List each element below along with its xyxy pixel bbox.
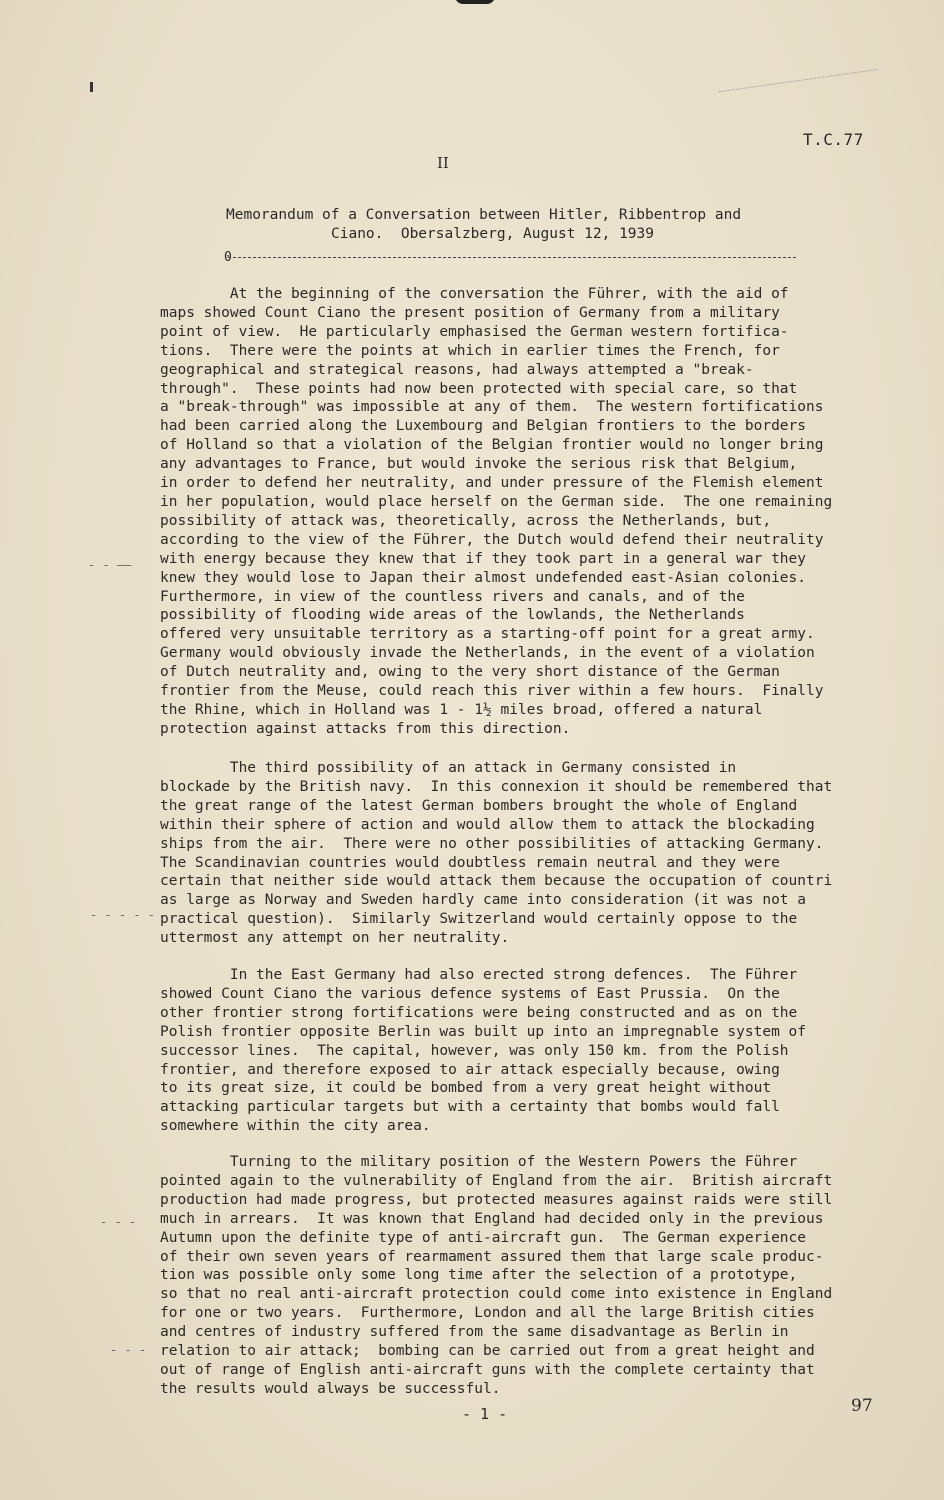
margin-dash: - - - — [100, 1215, 137, 1229]
paragraph-1: At the beginning of the conversation the Führer, with the aid of maps showed Count Ciano the present position of Germany from a military point of view. He particularly emphasised the German western fortifica- tions. There were the points at which in earlier times the French, for geographical and strategical reasons, had always attempted a "break- through". These points had now been protected with special care, so that a "break-through" was impossible at any of them. The western fortifications had been carried along the Luxembourg and Belgian frontiers to the borders of Holland so that a violation of the Belgian frontier would no longer bring any advantages to France, but would invoke the serious risk that Belgium, in order to defend her neutrality, and under pressure of the Flemish element in her population, would place herself on the German side. The one remaining possibility of attack was, theoretically, across the Netherlands, but, according to the view of the Führer, the Dutch would defend their neutrality with energy because they knew that if they took part in a general war they knew they would lose to Japan their almost undefended east-Asian colonies. Furthermore, in view of the countless rivers and canals, and of the possibility of flooding wide areas of the lowlands, the Netherlands offered very unsuitable territory as a starting-off point for a great army. Germany would obviously invade the Netherlands, in the event of a violation of Dutch neutrality and, owing to the very short distance of the German frontier from the Meuse, could reach this river within a few hours. Finally the Rhine, which in Holland was 1 - 1½ miles broad, offered a natural protection against attacks from this direction. — [160, 286, 833, 737]
folio-number: 97 — [851, 1396, 873, 1416]
paragraph-3: In the East Germany had also erected strong defences. The Führer showed Count Ciano the various defence systems of East Prussia. On the other frontier strong fortifications were being constructed and as on the Polish frontier opposite Berlin was built up into an impregnable system of successor lines. The capital, however, was only 150 km. from the Polish frontier, and therefore exposed to air attack especially because, owing to its great size, it could be bombed from a very great height without attacking particular targets but with a certainty that bombs would fall somewhere within the city area. — [160, 967, 807, 1135]
paragraph-4: Turning to the military position of the Western Powers the Führer pointed again to the vulnerability of England from the air. British aircraft production had made progress, but protected measures against raids were still much in arrears. It was known that England had decided only in the previous Autumn upon the definite type of anti-aircraft gun. The German experience of their own seven years of rearmament assured them that large scale produc- tion was possible only some long time after the selection of a prototype, so that no real anti-aircraft protection could come into existence in England for one or two years. Furthermore, London and all the large British cities and centres of industry suffered from the same disadvantage as Berlin in relation to air attack; bombing can be carried out from a great height and out of range of English anti-aircraft guns with the complete certainty that the results would always be successful. — [160, 1154, 833, 1397]
section-number: II — [437, 154, 449, 172]
document-reference: T.C.77 — [803, 130, 864, 149]
margin-dash: - - —— — [88, 558, 132, 572]
margin-mark — [90, 82, 93, 92]
rule-start-mark: 0 — [224, 250, 232, 265]
page-number: - 1 - — [462, 1405, 508, 1423]
memo-title — [226, 206, 741, 244]
title-line-2: Ciano. Obersalzberg, August 12, 1939 — [331, 226, 655, 242]
pencil-scribble — [719, 69, 881, 116]
paragraph-2: The third possibility of an attack in Germany consisted in blockade by the British navy. In this connexion it should be remembered that the great range of the latest German bombers brought the whole of England within their sphere of action and would allow them to attack the blockading ships from the air. There were no other possibilities of attacking Germany. The Scandinavian countries would doubtless remain neutral and they were certain that neither side would attack them because the occupation of countri as large as Norway and Sweden hardly came into consideration (it was not a practical question). Similarly Switzerland would certainly oppose to the uttermost any attempt on her neutrality. — [160, 760, 833, 947]
title-rule — [228, 257, 796, 258]
margin-dash: - - - - - — [90, 908, 156, 922]
title-line-1: Memorandum of a Conversation between Hitler, Ribbentrop and — [226, 207, 742, 223]
margin-dash: - - - — [110, 1343, 147, 1357]
punch-mark — [455, 0, 495, 4]
